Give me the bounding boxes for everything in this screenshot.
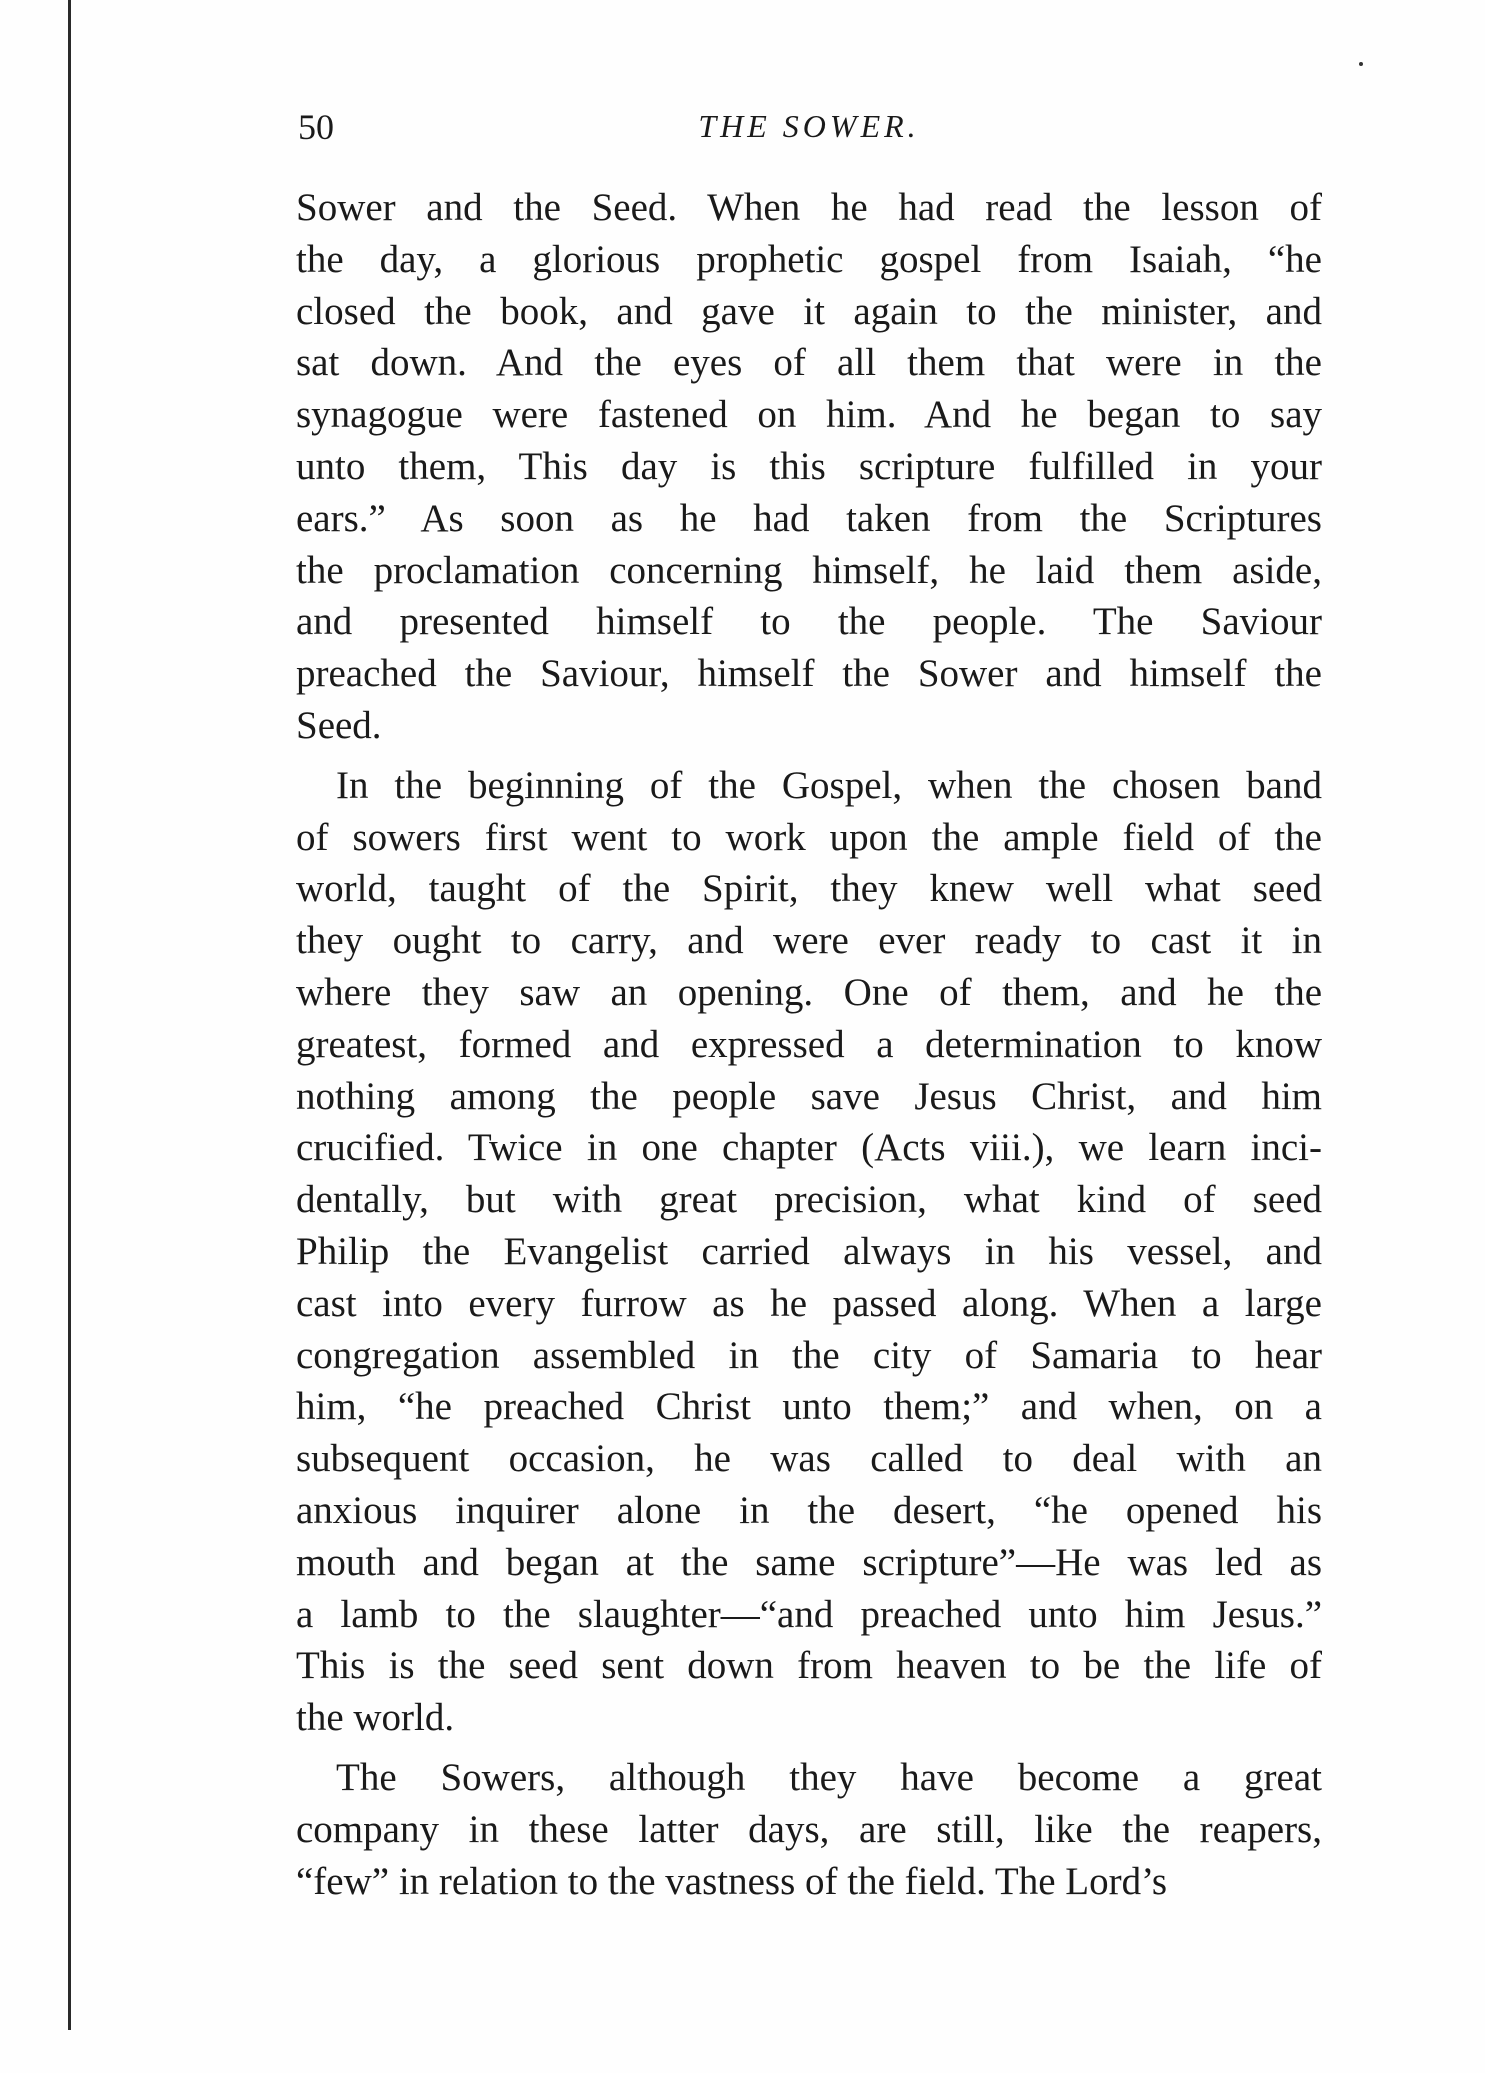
text-line: “few” in relation to the vastness of the field. The Lord’s [296, 1859, 1168, 1903]
text-line: Philip the Evangelist carried always in his vessel, and [296, 1229, 1322, 1273]
running-title: THE SOWER. [698, 108, 920, 144]
text-line: mouth and began at the same scripture”—He was led as [296, 1540, 1322, 1584]
text-line: him, “he preached Christ unto them;” and when, on a [296, 1385, 1322, 1429]
text-line: world, taught of the Spirit, they knew well what seed [296, 867, 1322, 911]
text-line: ears.” As soon as he had taken from the Scriptures [296, 496, 1322, 540]
text-line: synagogue were fastened on him. And he began to say [296, 393, 1322, 437]
text-line: Sower and the Seed. When he had read the lesson of [296, 186, 1322, 229]
page-header [298, 100, 1320, 150]
text-line: company in these latter days, are still, like the reapers, [296, 1807, 1322, 1851]
text-line: unto them, This day is this scripture fulfilled in your [296, 444, 1322, 488]
text-line: subsequent occasion, he was called to deal with an [296, 1437, 1322, 1481]
text-line: where they saw an opening. One of them, and he the [296, 970, 1322, 1014]
text-line: crucified. Twice in one chapter (Acts viii.), we learn inci- [296, 1126, 1322, 1170]
paragraph [296, 760, 1322, 1744]
page-number: 50 [298, 107, 334, 147]
text-line: congregation assembled in the city of Samaria to hear [296, 1333, 1322, 1377]
text-line: a lamb to the slaughter—“and preached unto him Jesus.” [296, 1592, 1322, 1636]
text-line: the world. [296, 1696, 455, 1740]
text-line: and presented himself to the people. The Saviour [296, 600, 1322, 644]
text-line: cast into every furrow as he passed along. When a large [296, 1281, 1322, 1325]
body-text [296, 182, 1322, 1907]
text-line: dentally, but with great precision, what kind of seed [296, 1178, 1322, 1222]
text-line: the day, a glorious prophetic gospel from Isaiah, “he [296, 237, 1322, 281]
text-line: In the beginning of the Gospel, when the chosen band [336, 763, 1322, 807]
text-line: of sowers first went to work upon the ample field of the [296, 815, 1322, 859]
text-line: Seed. [296, 703, 382, 747]
text-line: the proclamation concerning himself, he laid them aside, [296, 548, 1322, 592]
paragraph [296, 1752, 1322, 1907]
text-line: closed the book, and gave it again to the minister, and [296, 289, 1322, 333]
text-line: sat down. And the eyes of all them that were in the [296, 341, 1322, 385]
binding-edge [68, 0, 71, 2030]
text-line: greatest, formed and expressed a determination to know [296, 1022, 1322, 1066]
text-line: they ought to carry, and were ever ready to cast it in [296, 919, 1322, 963]
text-line: nothing among the people save Jesus Christ, and him [296, 1074, 1322, 1118]
text-line: anxious inquirer alone in the desert, “he opened his [296, 1488, 1322, 1532]
print-speck [1359, 62, 1363, 66]
text-line: The Sowers, although they have become a great [336, 1755, 1322, 1799]
text-line: preached the Saviour, himself the Sower and himself the [296, 652, 1322, 696]
text-line: This is the seed sent down from heaven to be the life of [296, 1644, 1322, 1688]
paragraph [296, 182, 1322, 752]
